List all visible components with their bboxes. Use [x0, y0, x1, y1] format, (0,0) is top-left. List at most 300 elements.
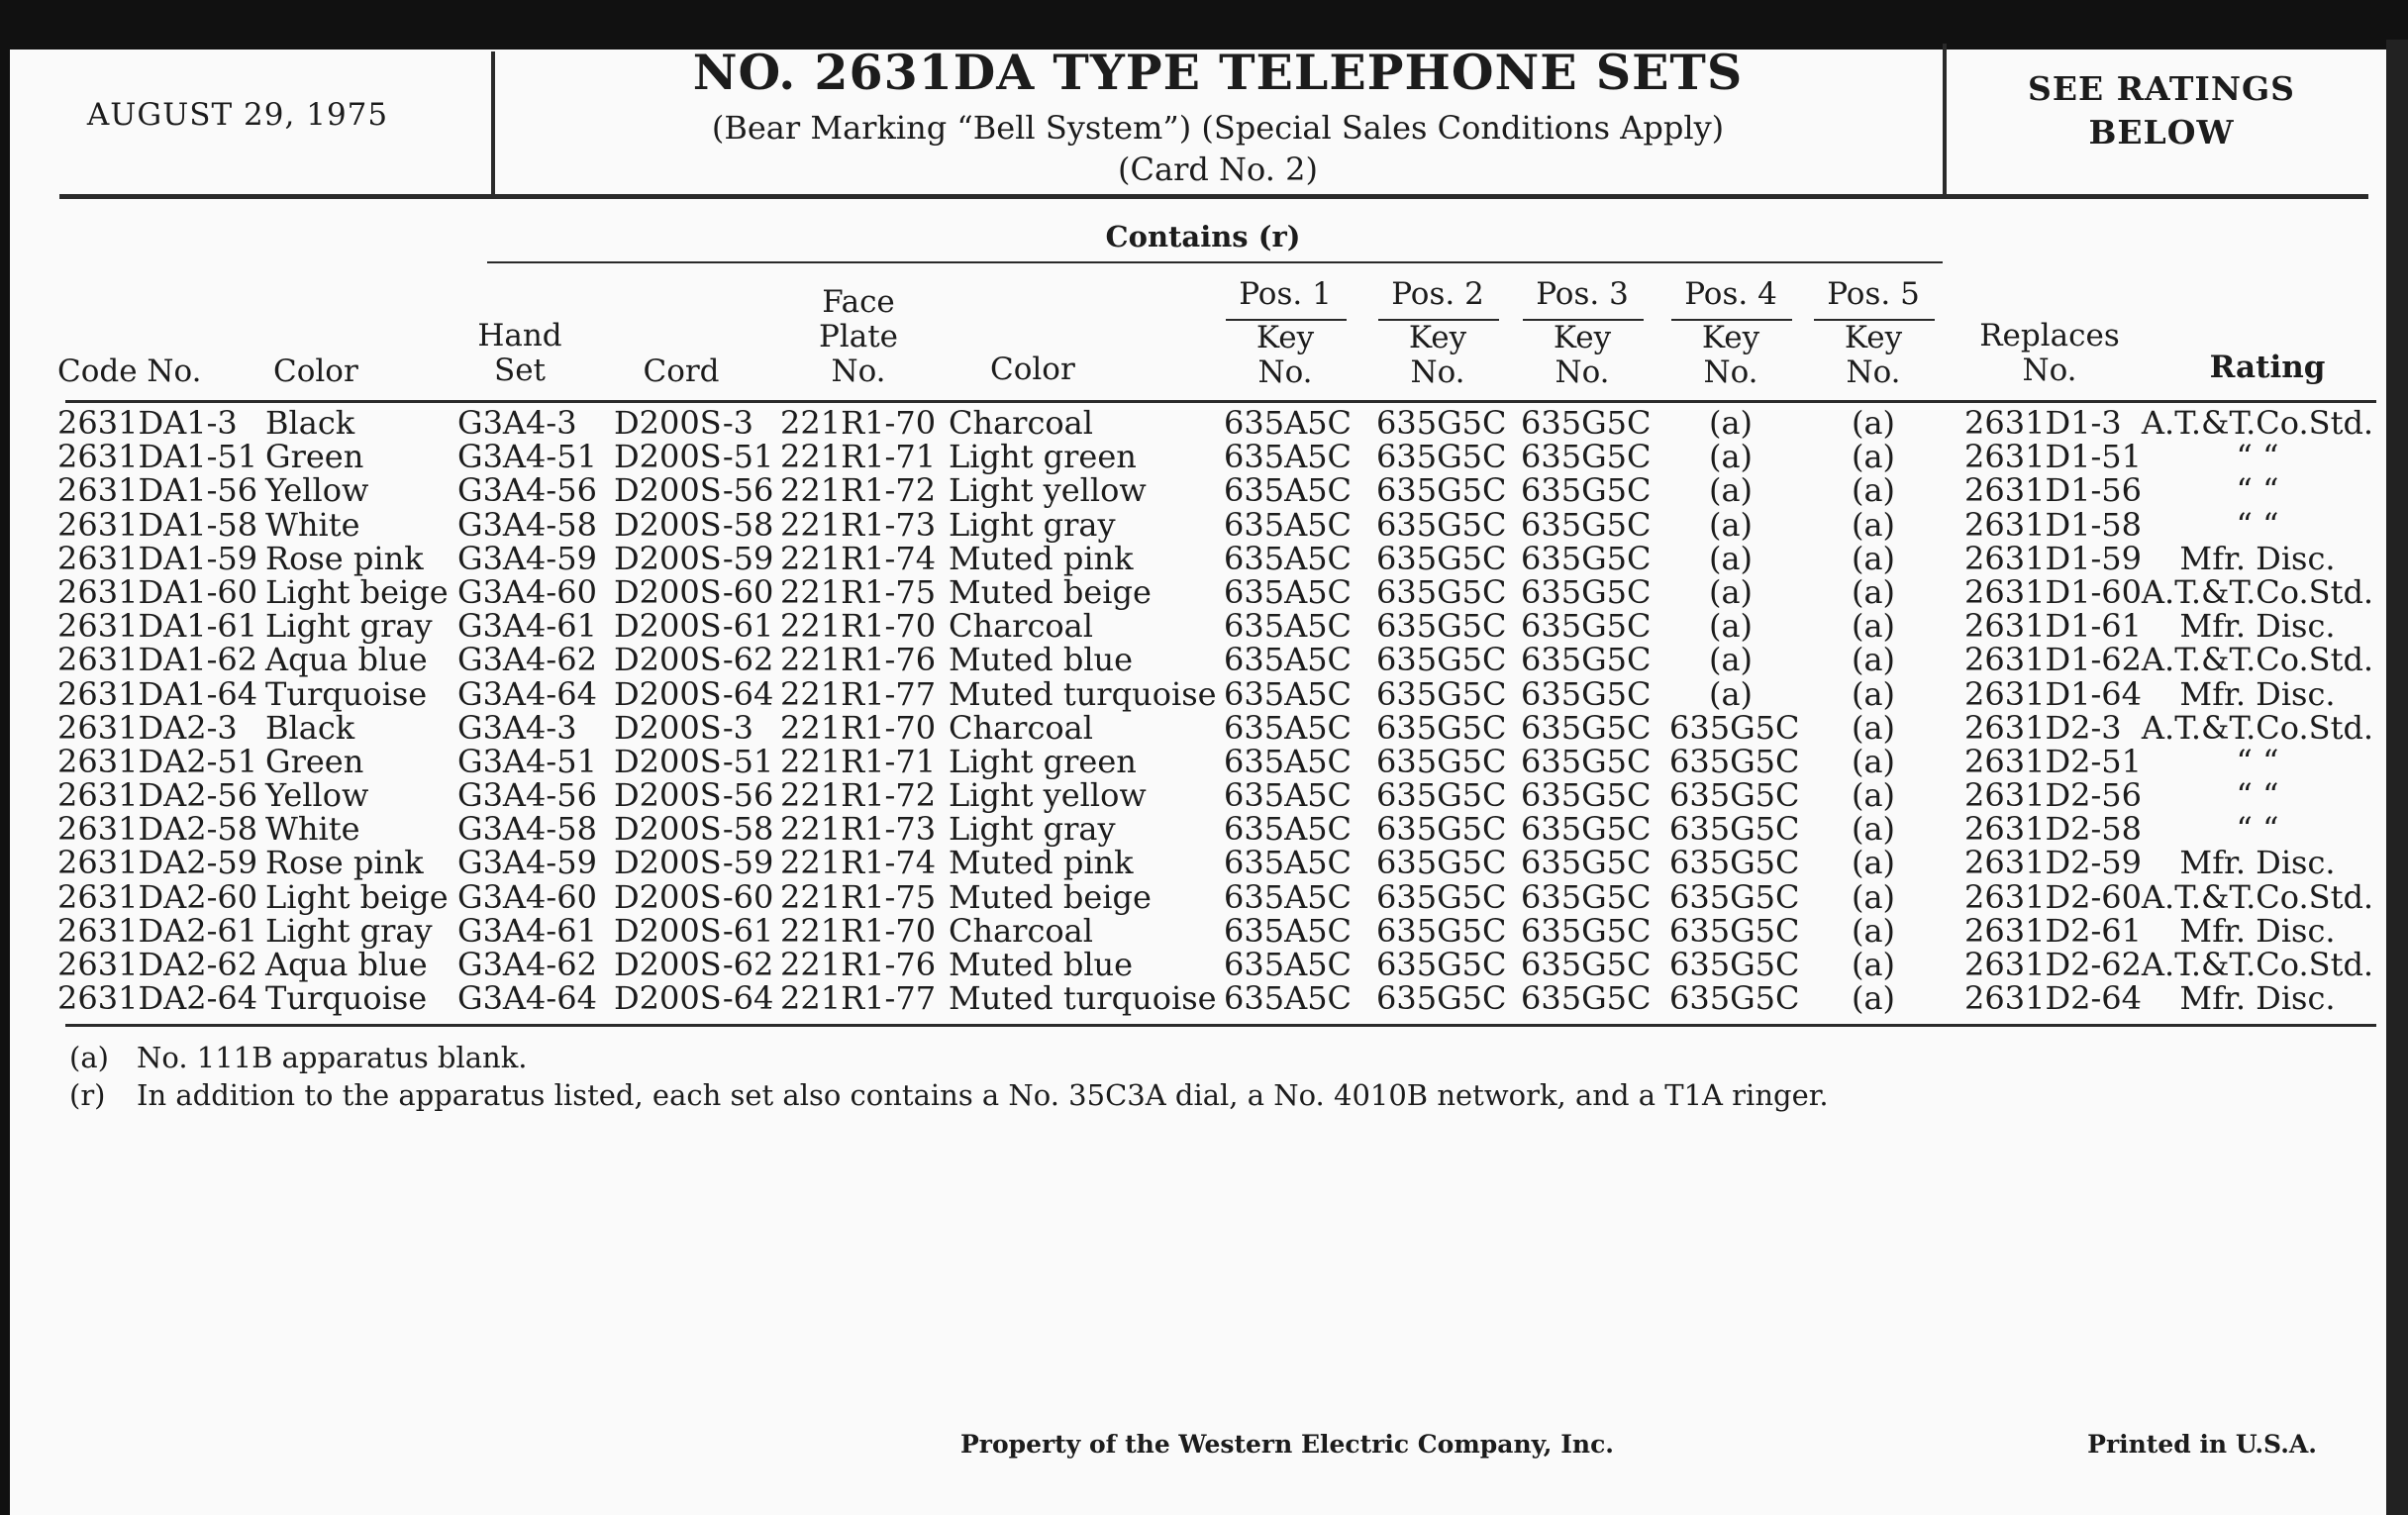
footer-printed: Printed in U.S.A. — [2087, 1430, 2317, 1459]
replaces-cell: 2631D1-61 — [1964, 607, 2142, 646]
handset-cell: G3A4-3 — [457, 708, 577, 747]
handset-cell: G3A4-56 — [457, 776, 597, 815]
replaces-cell: 2631D2-56 — [1964, 776, 2142, 815]
pos5-cell: (a) — [1851, 404, 1896, 442]
cord-cell: D200S-58 — [614, 810, 774, 849]
cord-cell: D200S-60 — [614, 877, 774, 916]
pos1-cell: 635A5C — [1224, 505, 1353, 544]
table-row — [0, 641, 2376, 679]
col-pos3-header: Pos. 3 — [1536, 276, 1629, 312]
pos2-cell: 635G5C — [1376, 979, 1507, 1018]
replaces-cell: 2631D2-58 — [1964, 810, 2142, 849]
handset-cell: G3A4-62 — [457, 946, 597, 983]
pos3-cell: 635G5C — [1521, 979, 1652, 1018]
replaces-cell: 2631D1-51 — [1964, 438, 2142, 476]
col-faceplate-header — [804, 285, 913, 389]
col-replaces-header — [1970, 319, 2129, 388]
pos3-cell: 635G5C — [1521, 844, 1652, 882]
pos2-cell: 635G5C — [1376, 438, 1507, 476]
cord-cell: D200S-64 — [614, 674, 774, 713]
rating-cell: Mfr. Disc. — [2179, 911, 2336, 950]
pos4-cell: (a) — [1708, 607, 1754, 646]
pos2-cell: 635G5C — [1376, 674, 1507, 713]
cord-cell: D200S-58 — [614, 505, 774, 544]
footnote-r — [69, 1077, 1829, 1113]
plate-color-cell: Charcoal — [949, 607, 1093, 646]
code-cell: 2631DA1-51 — [57, 438, 258, 476]
pos3-cell: 635G5C — [1521, 505, 1652, 544]
col-handset-line2: Set — [493, 353, 547, 388]
pos2-cell: 635G5C — [1376, 607, 1507, 646]
col-faceplate-line2: Plate — [818, 319, 899, 354]
faceplate-cell: 221R1-77 — [780, 979, 937, 1018]
plate-color-cell: Muted beige — [949, 572, 1152, 611]
col-pos4-header: Pos. 4 — [1684, 276, 1777, 312]
pos4-cell: (a) — [1708, 539, 1754, 577]
rating-cell: Mfr. Disc. — [2179, 979, 2336, 1018]
cord-cell: D200S-51 — [614, 742, 774, 780]
pos5-cell: (a) — [1851, 505, 1896, 544]
col-platecolor-header: Color — [990, 352, 1075, 387]
pos3-cell: 635G5C — [1521, 471, 1652, 510]
code-cell: 2631DA1-3 — [57, 404, 238, 442]
color-cell: Rose pink — [265, 539, 424, 577]
col-pos1-key-line2: No. — [1257, 354, 1313, 390]
col-pos2-header: Pos. 2 — [1391, 276, 1484, 312]
pos3-cell: 635G5C — [1521, 708, 1652, 747]
pos3-cell: 635G5C — [1521, 641, 1652, 679]
table-row — [0, 776, 2376, 815]
plate-color-cell: Light yellow — [949, 471, 1147, 510]
replaces-cell: 2631D2-61 — [1964, 911, 2142, 950]
handset-cell: G3A4-61 — [457, 911, 597, 950]
pos2-cell: 635G5C — [1376, 877, 1507, 916]
pos3-cell: 635G5C — [1521, 877, 1652, 916]
handset-cell: G3A4-59 — [457, 844, 597, 882]
rating-cell: “ “ — [2236, 438, 2279, 476]
pos4-cell: 635G5C — [1669, 844, 1800, 882]
table-row — [0, 471, 2376, 510]
pos5-cell: (a) — [1851, 572, 1896, 611]
pos4-cell: (a) — [1708, 505, 1754, 544]
pos3-cell: 635G5C — [1521, 539, 1652, 577]
replaces-cell: 2631D2-3 — [1964, 708, 2122, 747]
cord-cell: D200S-60 — [614, 572, 774, 611]
replaces-cell: 2631D1-64 — [1964, 674, 2142, 713]
handset-cell: G3A4-60 — [457, 877, 597, 916]
code-cell: 2631DA2-56 — [57, 776, 258, 815]
code-cell: 2631DA2-64 — [57, 979, 258, 1018]
replaces-cell: 2631D2-60 — [1964, 877, 2142, 916]
rating-cell: “ “ — [2236, 505, 2279, 544]
rating-cell: A.T.&T.Co.Std. — [2141, 641, 2374, 679]
col-pos4-key-line2: No. — [1703, 354, 1758, 390]
handset-cell: G3A4-64 — [457, 979, 597, 1018]
color-cell: Yellow — [265, 471, 369, 510]
plate-color-cell: Light gray — [949, 810, 1116, 849]
plate-color-cell: Muted blue — [949, 946, 1134, 983]
code-cell: 2631DA1-64 — [57, 674, 258, 713]
color-cell: Green — [265, 438, 364, 476]
table-row — [0, 539, 2376, 577]
pos1-cell: 635A5C — [1224, 641, 1353, 679]
pos4-cell: 635G5C — [1669, 776, 1800, 815]
table-row — [0, 674, 2376, 713]
cord-cell: D200S-51 — [614, 438, 774, 476]
cord-cell: D200S-64 — [614, 979, 774, 1018]
pos4-cell: (a) — [1708, 641, 1754, 679]
header-divider-right — [1943, 44, 1947, 196]
col-pos1-key-line1: Key — [1255, 320, 1315, 355]
pos5-cell: (a) — [1851, 641, 1896, 679]
pos2-cell: 635G5C — [1376, 844, 1507, 882]
handset-cell: G3A4-62 — [457, 641, 597, 679]
code-cell: 2631DA1-62 — [57, 641, 258, 679]
pos3-cell: 635G5C — [1521, 911, 1652, 950]
cord-cell: D200S-61 — [614, 607, 774, 646]
col-handset-line1: Hand — [477, 318, 562, 354]
color-cell: Green — [265, 742, 364, 780]
footnote-a-text: No. 111B apparatus blank. — [137, 1041, 528, 1074]
handset-cell: G3A4-61 — [457, 607, 597, 646]
page-subtitle: (Bear Marking “Bell System”) (Special Sales Conditions Apply) — [711, 109, 1725, 147]
pos4-cell: 635G5C — [1669, 911, 1800, 950]
table-row — [0, 708, 2376, 747]
pos3-cell: 635G5C — [1521, 810, 1652, 849]
pos4-cell: (a) — [1708, 674, 1754, 713]
page-title: NO. 2631DA TYPE TELEPHONE SETS — [692, 44, 1744, 101]
pos4-cell: 635G5C — [1669, 877, 1800, 916]
pos2-cell: 635G5C — [1376, 946, 1507, 983]
code-cell: 2631DA2-61 — [57, 911, 258, 950]
color-cell: Light beige — [265, 572, 449, 611]
pos5-cell: (a) — [1851, 539, 1896, 577]
table-rule-top — [65, 400, 2376, 403]
color-cell: Black — [265, 708, 355, 747]
code-cell: 2631DA1-56 — [57, 471, 258, 510]
col-pos1-header: Pos. 1 — [1239, 276, 1332, 312]
code-cell: 2631DA2-3 — [57, 708, 238, 747]
pos1-cell: 635A5C — [1224, 742, 1353, 780]
footnote-r-text: In addition to the apparatus listed, each set also contains a No. 35C3A dial, a No. 4010B network, and a T1A ringer. — [137, 1078, 1829, 1112]
pos5-cell: (a) — [1851, 708, 1896, 747]
col-pos1-key — [1224, 321, 1347, 390]
table-row — [0, 607, 2376, 646]
table-body — [0, 404, 2376, 1018]
code-cell: 2631DA2-62 — [57, 946, 258, 983]
pos4-cell: 635G5C — [1669, 742, 1800, 780]
table-row — [0, 948, 2376, 981]
pos5-cell: (a) — [1851, 844, 1896, 882]
plate-color-cell: Muted pink — [949, 539, 1134, 577]
replaces-cell: 2631D2-59 — [1964, 844, 2142, 882]
pos5-cell: (a) — [1851, 607, 1896, 646]
faceplate-cell: 221R1-74 — [780, 539, 937, 577]
pos1-cell: 635A5C — [1224, 674, 1353, 713]
col-pos5-key-line2: No. — [1846, 354, 1901, 390]
pos5-cell: (a) — [1851, 776, 1896, 815]
col-pos4-key — [1669, 321, 1792, 390]
faceplate-cell: 221R1-71 — [780, 742, 937, 780]
card-number: (Card No. 2) — [1118, 151, 1318, 188]
faceplate-cell: 221R1-76 — [780, 641, 937, 679]
faceplate-cell: 221R1-74 — [780, 844, 937, 882]
color-cell: White — [265, 505, 360, 544]
color-cell: Turquoise — [265, 979, 428, 1018]
faceplate-cell: 221R1-70 — [780, 404, 937, 442]
pos2-cell: 635G5C — [1376, 810, 1507, 849]
footnote-a — [69, 1040, 528, 1075]
col-pos3-key-line2: No. — [1555, 354, 1610, 390]
pos5-cell: (a) — [1851, 877, 1896, 916]
plate-color-cell: Light green — [949, 742, 1137, 780]
faceplate-cell: 221R1-70 — [780, 708, 937, 747]
plate-color-cell: Muted blue — [949, 641, 1134, 679]
color-cell: Light beige — [265, 877, 449, 916]
code-cell: 2631DA2-51 — [57, 742, 258, 780]
plate-color-cell: Charcoal — [949, 708, 1093, 747]
pos1-cell: 635A5C — [1224, 979, 1353, 1018]
cord-cell: D200S-59 — [614, 539, 774, 577]
col-rating-header: Rating — [2209, 350, 2326, 385]
see-ratings-note — [1949, 67, 2374, 154]
pos4-cell: 635G5C — [1669, 979, 1800, 1018]
issue-date: AUGUST 29, 1975 — [86, 97, 389, 133]
pos3-cell: 635G5C — [1521, 776, 1652, 815]
cord-cell: D200S-3 — [614, 404, 753, 442]
pos1-cell: 635A5C — [1224, 607, 1353, 646]
faceplate-cell: 221R1-76 — [780, 946, 937, 983]
rating-cell: A.T.&T.Co.Std. — [2141, 572, 2374, 611]
rating-cell: Mfr. Disc. — [2179, 607, 2336, 646]
color-cell: White — [265, 810, 360, 849]
pos3-cell: 635G5C — [1521, 607, 1652, 646]
pos2-cell: 635G5C — [1376, 708, 1507, 747]
col-cord-header: Cord — [643, 354, 720, 389]
table-row — [0, 742, 2376, 780]
pos4-cell: 635G5C — [1669, 810, 1800, 849]
replaces-cell: 2631D2-51 — [1964, 742, 2142, 780]
color-cell: Rose pink — [265, 844, 424, 882]
pos5-cell: (a) — [1851, 946, 1896, 983]
color-cell: Aqua blue — [265, 641, 428, 679]
replaces-cell: 2631D1-3 — [1964, 404, 2122, 442]
rating-cell: “ “ — [2236, 742, 2279, 780]
plate-color-cell: Charcoal — [949, 404, 1093, 442]
pos5-cell: (a) — [1851, 911, 1896, 950]
faceplate-cell: 221R1-70 — [780, 911, 937, 950]
table-row — [0, 572, 2376, 611]
color-cell: Light gray — [265, 607, 433, 646]
pos2-cell: 635G5C — [1376, 572, 1507, 611]
cord-cell: D200S-62 — [614, 946, 774, 983]
contains-group-rule — [487, 261, 1943, 263]
pos4-cell: 635G5C — [1669, 708, 1800, 747]
header-rule — [59, 194, 2368, 199]
col-pos5-key-line1: Key — [1844, 320, 1903, 355]
code-cell: 2631DA2-60 — [57, 877, 258, 916]
pos5-cell: (a) — [1851, 979, 1896, 1018]
col-pos2-key — [1376, 321, 1499, 390]
rating-cell: Mfr. Disc. — [2179, 539, 2336, 577]
see-ratings-line1: SEE RATINGS — [2027, 69, 2296, 108]
pos4-cell: 635G5C — [1669, 946, 1800, 983]
pos3-cell: 635G5C — [1521, 404, 1652, 442]
faceplate-cell: 221R1-75 — [780, 572, 937, 611]
color-cell: Yellow — [265, 776, 369, 815]
col-faceplate-line3: No. — [831, 354, 886, 389]
table-row — [0, 505, 2376, 544]
table-row — [0, 810, 2376, 849]
col-replaces-line2: No. — [2022, 353, 2077, 388]
pos4-cell: (a) — [1708, 572, 1754, 611]
table-row — [0, 406, 2376, 440]
col-handset-header — [465, 319, 574, 388]
col-pos3-key — [1521, 321, 1644, 390]
col-faceplate-line1: Face — [822, 284, 895, 320]
pos1-cell: 635A5C — [1224, 438, 1353, 476]
pos1-cell: 635A5C — [1224, 911, 1353, 950]
replaces-cell: 2631D2-62 — [1964, 946, 2142, 983]
plate-color-cell: Charcoal — [949, 911, 1093, 950]
pos2-cell: 635G5C — [1376, 776, 1507, 815]
code-cell: 2631DA1-59 — [57, 539, 258, 577]
plate-color-cell: Light green — [949, 438, 1137, 476]
faceplate-cell: 221R1-73 — [780, 810, 937, 849]
table-row — [0, 911, 2376, 950]
pos4-cell: (a) — [1708, 471, 1754, 510]
handset-cell: G3A4-51 — [457, 742, 597, 780]
rating-cell: A.T.&T.Co.Std. — [2141, 946, 2374, 983]
color-cell: Black — [265, 404, 355, 442]
code-cell: 2631DA2-59 — [57, 844, 258, 882]
col-pos4-key-line1: Key — [1701, 320, 1760, 355]
plate-color-cell: Muted turquoise — [949, 979, 1217, 1018]
handset-cell: G3A4-64 — [457, 674, 597, 713]
replaces-cell: 2631D2-64 — [1964, 979, 2142, 1018]
pos4-cell: (a) — [1708, 404, 1754, 442]
faceplate-cell: 221R1-73 — [780, 505, 937, 544]
pos3-cell: 635G5C — [1521, 572, 1652, 611]
col-pos2-key-line1: Key — [1408, 320, 1467, 355]
cord-cell: D200S-56 — [614, 776, 774, 815]
pos1-cell: 635A5C — [1224, 844, 1353, 882]
pos1-cell: 635A5C — [1224, 810, 1353, 849]
plate-color-cell: Light gray — [949, 505, 1116, 544]
pos5-cell: (a) — [1851, 471, 1896, 510]
col-code-header: Code No. — [57, 354, 202, 389]
table-row — [0, 877, 2376, 916]
col-pos2-key-line2: No. — [1410, 354, 1465, 390]
handset-cell: G3A4-60 — [457, 572, 597, 611]
footer-property: Property of the Western Electric Company, Inc. — [959, 1430, 1614, 1459]
code-cell: 2631DA1-58 — [57, 505, 258, 544]
color-cell: Turquoise — [265, 674, 428, 713]
handset-cell: G3A4-51 — [457, 438, 597, 476]
pos1-cell: 635A5C — [1224, 877, 1353, 916]
replaces-cell: 2631D1-59 — [1964, 539, 2142, 577]
pos1-cell: 635A5C — [1224, 776, 1353, 815]
table-rule-bottom — [65, 1024, 2376, 1027]
contains-group-label: Contains (r) — [1105, 220, 1301, 253]
handset-cell: G3A4-59 — [457, 539, 597, 577]
faceplate-cell: 221R1-72 — [780, 471, 937, 510]
plate-color-cell: Muted turquoise — [949, 674, 1217, 713]
rating-cell: A.T.&T.Co.Std. — [2141, 404, 2374, 442]
card-edge-shadow — [2386, 40, 2408, 1515]
faceplate-cell: 221R1-72 — [780, 776, 937, 815]
col-color-header: Color — [273, 354, 358, 389]
cord-cell: D200S-59 — [614, 844, 774, 882]
code-cell: 2631DA1-61 — [57, 607, 258, 646]
handset-cell: G3A4-58 — [457, 810, 597, 849]
rating-cell: “ “ — [2236, 776, 2279, 815]
pos2-cell: 635G5C — [1376, 404, 1507, 442]
replaces-cell: 2631D1-62 — [1964, 641, 2142, 679]
color-cell: Aqua blue — [265, 946, 428, 983]
handset-cell: G3A4-58 — [457, 505, 597, 544]
pos5-cell: (a) — [1851, 742, 1896, 780]
col-pos3-key-line1: Key — [1553, 320, 1612, 355]
pos1-cell: 635A5C — [1224, 946, 1353, 983]
faceplate-cell: 221R1-75 — [780, 877, 937, 916]
pos1-cell: 635A5C — [1224, 471, 1353, 510]
pos1-cell: 635A5C — [1224, 572, 1353, 611]
cord-cell: D200S-3 — [614, 708, 753, 747]
color-cell: Light gray — [265, 911, 433, 950]
table-row — [0, 979, 2376, 1018]
faceplate-cell: 221R1-70 — [780, 607, 937, 646]
pos5-cell: (a) — [1851, 810, 1896, 849]
cord-cell: D200S-62 — [614, 641, 774, 679]
footnote-r-tag: (r) — [69, 1078, 106, 1112]
pos4-cell: (a) — [1708, 438, 1754, 476]
replaces-cell: 2631D1-56 — [1964, 471, 2142, 510]
handset-cell: G3A4-3 — [457, 404, 577, 442]
pos3-cell: 635G5C — [1521, 946, 1652, 983]
pos2-cell: 635G5C — [1376, 539, 1507, 577]
rating-cell: “ “ — [2236, 471, 2279, 510]
table-row — [0, 844, 2376, 882]
pos3-cell: 635G5C — [1521, 438, 1652, 476]
plate-color-cell: Light yellow — [949, 776, 1147, 815]
col-replaces-line1: Replaces — [1979, 318, 2120, 354]
rating-cell: A.T.&T.Co.Std. — [2141, 708, 2374, 747]
pos2-cell: 635G5C — [1376, 505, 1507, 544]
pos2-cell: 635G5C — [1376, 641, 1507, 679]
pos3-cell: 635G5C — [1521, 674, 1652, 713]
replaces-cell: 2631D1-58 — [1964, 505, 2142, 544]
rating-cell: “ “ — [2236, 810, 2279, 849]
faceplate-cell: 221R1-71 — [780, 438, 937, 476]
rating-cell: A.T.&T.Co.Std. — [2141, 877, 2374, 916]
pos2-cell: 635G5C — [1376, 742, 1507, 780]
pos2-cell: 635G5C — [1376, 911, 1507, 950]
handset-cell: G3A4-56 — [457, 471, 597, 510]
code-cell: 2631DA2-58 — [57, 810, 258, 849]
pos1-cell: 635A5C — [1224, 539, 1353, 577]
faceplate-cell: 221R1-77 — [780, 674, 937, 713]
rating-cell: Mfr. Disc. — [2179, 844, 2336, 882]
col-pos5-key — [1812, 321, 1935, 390]
col-pos5-header: Pos. 5 — [1827, 276, 1920, 312]
pos5-cell: (a) — [1851, 438, 1896, 476]
pos1-cell: 635A5C — [1224, 404, 1353, 442]
pos5-cell: (a) — [1851, 674, 1896, 713]
plate-color-cell: Muted beige — [949, 877, 1152, 916]
see-ratings-line2: BELOW — [2088, 113, 2235, 152]
pos3-cell: 635G5C — [1521, 742, 1652, 780]
